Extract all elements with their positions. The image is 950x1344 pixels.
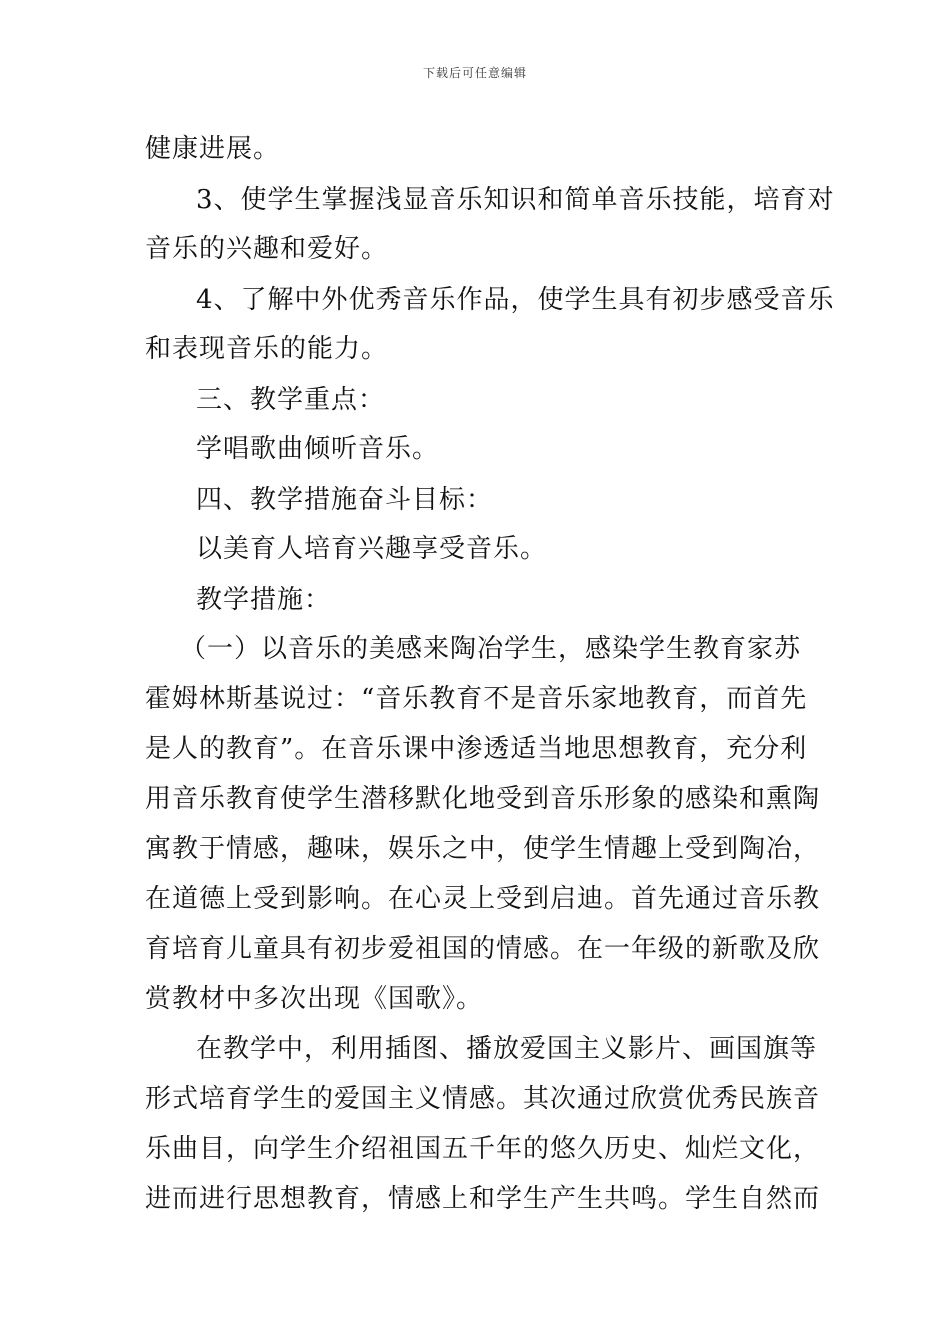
text-line: 健康进展。	[145, 134, 281, 164]
text-line: （一）以音乐的美感来陶冶学生，感染学生教育家苏	[180, 634, 802, 664]
subsection-heading: 教学措施：	[196, 585, 332, 615]
text-line: 形式培育学生的爱国主义情感。其次通过欣赏优秀民族音	[145, 1084, 821, 1114]
text-line: 3、使学生掌握浅显音乐知识和简单音乐技能，培育对	[196, 185, 835, 215]
text-line: 进而进行思想教育，情感上和学生产生共鸣。学生自然而	[145, 1184, 821, 1214]
text-line: 是人的教育”。在音乐课中渗透适当地思想教育，充分利	[145, 734, 808, 764]
text-line: 霍姆林斯基说过：“音乐教育不是音乐家地教育，而首先	[145, 684, 808, 714]
text-line: 学唱歌曲倾听音乐。	[196, 434, 440, 464]
text-line: 以美育人培育兴趣享受音乐。	[196, 534, 548, 564]
page-header: 下载后可任意编辑	[422, 66, 527, 80]
text-line: 4、了解中外优秀音乐作品，使学生具有初步感受音乐	[196, 285, 835, 315]
section-heading: 三、教学重点：	[196, 385, 386, 415]
text-line: 育培育儿童具有初步爱祖国的情感。在一年级的新歌及欣	[145, 934, 821, 964]
text-line: 寓教于情感，趣味，娱乐之中，使学生情趣上受到陶冶，	[145, 834, 821, 864]
text-line: 在道德上受到影响。在心灵上受到启迪。首先通过音乐教	[145, 884, 821, 914]
text-line: 用音乐教育使学生潜移默化地受到音乐形象的感染和熏陶	[145, 784, 821, 814]
text-line: 乐曲目，向学生介绍祖国五千年的悠久历史、灿烂文化，	[145, 1134, 821, 1164]
text-line: 音乐的兴趣和爱好。	[145, 234, 389, 264]
text-line: 和表现音乐的能力。	[145, 334, 389, 364]
section-heading: 四、教学措施奋斗目标：	[196, 485, 494, 515]
text-line: 在教学中，利用插图、播放爱国主义影片、画国旗等	[196, 1034, 818, 1064]
text-line: 赏教材中多次出现《国歌》。	[145, 984, 484, 1014]
